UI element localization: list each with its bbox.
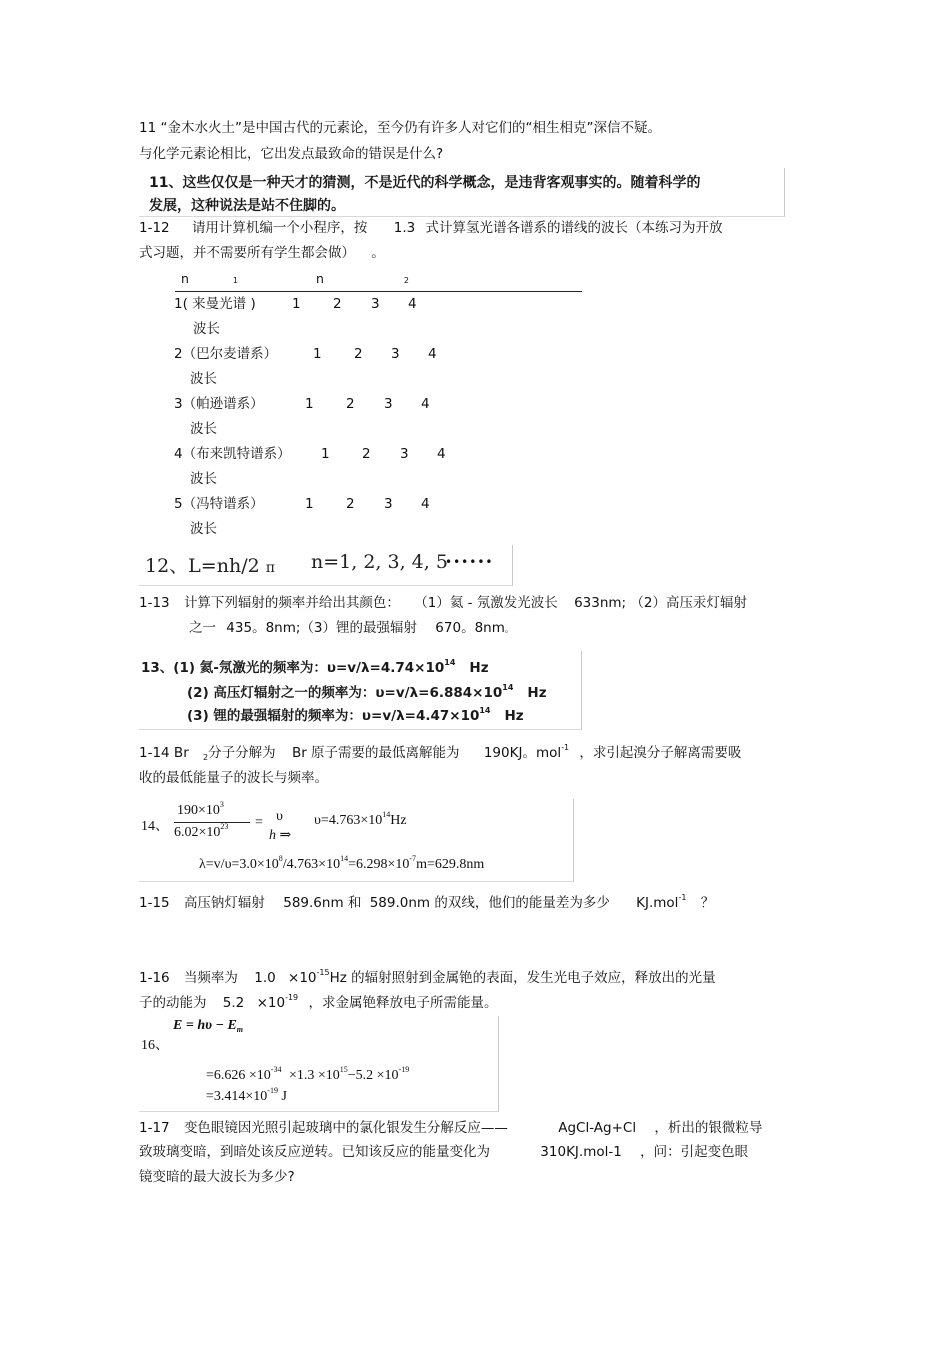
q14-frac-den [174,822,229,841]
q13-text-d: （2）高压汞灯辐射 [630,595,747,611]
q14-text-a: 分子分解为 [208,745,276,761]
q12-row-1-wave: 波长 [193,321,220,337]
q13-number: 1-13 [139,595,170,611]
q13-text-a: 计算下列辐射的频率并给出其颜色： [183,595,400,611]
q11-answer-line1: 11、这些仅仅是一种天才的猜测，不是近代的科学概念，是违背客观事实的。随着科学的 [149,175,701,191]
q13-line1 [139,593,747,613]
q12-row-3-v1: 1 [305,396,314,412]
q12-answer-pi: π [265,560,275,576]
q12-row-5-v4: 4 [421,496,430,512]
q14-text-d: ，求引起溴分子解离需要吸 [579,745,742,761]
q13-ans2-unit: Hz [527,685,547,701]
q12-row-3-v3: 3 [384,396,393,412]
q12-row-5-label: 5（冯特谱系） [174,496,264,512]
q14-text-c: 190KJ。mol [483,745,562,761]
q16-ans-label: 16、 [141,1038,169,1053]
q14-answer-image [139,799,574,882]
q12-text-a: 请用计算机编一个小程序，按 [191,220,368,236]
q14-lambda-exp3: -7 [409,854,417,863]
q12-row-5-v1: 1 [305,496,314,512]
q12-row-3-wave: 波长 [190,421,217,437]
q14-lambda-c: =6.298×10 [348,857,410,872]
q13-ans2-text: (2) 高压灯辐射之一的频率为：υ=v/λ=6.884×10 [187,685,503,701]
q12-answer-n: n=1, 2, 3, 4, 5 [311,551,448,573]
q14-freq-exp: 14 [382,810,391,819]
q16-ans-l2c: −5.2 ×10 [347,1068,399,1083]
q12-row-3-label: 3（帕逊谱系） [174,396,264,412]
q13-ans1-exp: 14 [444,658,456,667]
q13-period: 。 [504,625,514,635]
q17-line1 [139,1118,762,1138]
q13-text-b: （1）氦 - 氖激发光波长 [414,595,558,611]
q12-line2 [139,243,385,263]
q13-answer-2 [187,681,547,701]
q16-val: 1.0 [254,970,276,986]
q12-row-2-wave: 波长 [190,371,217,387]
q12-row-5-v2: 2 [346,496,355,512]
q12-row-5-v3: 3 [384,496,393,512]
q12-line1 [139,218,723,238]
q16-exp2: -19 [285,993,299,1002]
q17-text-b: ，析出的银微粒导 [654,1120,763,1136]
header-n1: n [181,271,189,286]
q14-lambda-d: m=629.8nm [416,857,485,872]
q12-row-4-wave: 波长 [190,471,217,487]
q16-formula-text: E = hυ − E [173,1018,237,1033]
q13-text-c: 633nm; [574,595,627,611]
q13-answer-image [139,651,582,730]
q15-number: 1-15 [139,895,170,911]
q12-row-4-label: 4（布来凯特谱系） [174,446,291,462]
q12-text-c: 式习题，并不需要所有学生都会做） [139,245,355,261]
q16-times2: ×10 [256,995,286,1011]
q12-row-4-v4: 4 [437,446,446,462]
q12-row-1-label: 1( 来曼光谱 ) [174,296,256,312]
q12-row-1-v2: 2 [333,296,342,312]
q16-line1 [139,968,716,990]
q16-val2: 5.2 [222,995,245,1011]
q13-ans1-text: 13、(1) 氦-氖激光的频率为：υ=v/λ=4.74×10 [141,660,445,676]
q12-row-1-v1: 1 [292,296,301,312]
q17-line2 [139,1142,748,1162]
q14-frac-num [177,800,224,819]
q13-ans2-exp: 14 [502,683,514,692]
q11-answer-image [139,168,785,217]
q14-eq: = [255,815,263,830]
q16-answer-image [139,1016,499,1112]
q14-frac-den-exp: 23 [220,822,229,831]
q16-ans-l2exp3: -19 [398,1065,410,1074]
q17-text-a: 变色眼镜因光照引起玻璃中的氯化银发生分解反应—— [183,1120,508,1136]
q17-energy: 310KJ.mol-1 [540,1144,622,1160]
q15-text-a: 高压钠灯辐射 [183,895,265,911]
q12-row-3-v2: 2 [346,396,355,412]
q13-ans1-unit: Hz [469,660,489,676]
q14-frac-num-exp: 3 [219,800,224,809]
q12-row-5-wave: 波长 [190,521,217,537]
q15-qmark: ？ [700,895,715,911]
q16-ans-l3exp: -19 [267,1086,278,1095]
q14-lambda [199,854,485,873]
q13-answer-3 [187,704,524,724]
q14-sub: 2 [203,753,209,762]
q14-upsilon: υ [276,809,283,824]
q12-formula-ref: 1.3 [393,220,416,236]
q16-ans-l2exp1: -34 [270,1065,282,1074]
q12-answer-formula [145,551,275,578]
q14-freq-unit: Hz [390,813,407,828]
q15-text-b: 589.6nm 和 [283,895,362,911]
q16-formula [173,1018,243,1034]
q17-reaction: AgCl-Ag+Cl [558,1120,637,1136]
q14-ans-label: 14、 [141,819,169,834]
q16-ans-l2exp2: 15 [339,1065,348,1074]
q12-number: 1-12 [139,220,170,236]
q12-row-2-v1: 1 [313,346,322,362]
q13-text-g: 670。8nm [435,620,505,636]
q16-ans-l3b: J [281,1089,287,1104]
q14-line2: 收的最低能量子的波长与频率。 [139,770,328,786]
q12-row-2-label: 2（巴尔麦谱系） [174,346,278,362]
q12-row-4-v1: 1 [321,446,330,462]
q16-ans-l3a: =3.414×10 [206,1089,268,1104]
header-n1-sub: 1 [232,276,239,285]
q13-answer-1 [141,656,489,676]
q13-text-f: 435。8nm;（3）锂的最强辐射 [226,620,417,636]
q12-row-1-v4: 4 [408,296,417,312]
q12-row-2-v4: 4 [428,346,437,362]
q16-ans-l2a: =6.626 ×10 [206,1068,271,1083]
q17-number: 1-17 [139,1120,170,1136]
q16-exp: -15 [316,968,330,977]
q14-freq [314,810,407,829]
q15-line [139,893,714,915]
q14-lambda-exp2: 14 [340,854,349,863]
q14-line1 [139,743,741,765]
q15-text-d: KJ.mol [636,895,679,911]
q12-table-header-2 [316,271,409,286]
q16-line2 [139,993,497,1015]
q17-text-c: 致玻璃变暗，到暗处该反应逆转。已知该反应的能量变化为 [139,1144,490,1160]
q12-row-1-v3: 3 [371,296,380,312]
q16-text-b: Hz 的辐射照射到金属铯的表面，发生光电子效应，释放出的光量 [329,970,716,986]
q16-number: 1-16 [139,970,170,986]
q11-line1: 11 “金木水火土”是中国古代的元素论，至今仍有许多人对它们的“相生相克”深信不疑。 [139,120,661,136]
q12-period: 。 [371,245,385,261]
q12-answer-text: 12、L=nh/2 [145,555,260,577]
q15-text-c: 589.0nm 的双线，他们的能量差为多少 [369,895,610,911]
q12-table-rule [175,291,582,292]
q13-line2 [189,618,514,640]
q13-ans3-unit: Hz [504,708,524,724]
q14-frac-bar [174,822,250,823]
q14-exp: -1 [561,743,570,752]
q14-frac-den-text: 6.02×10 [174,825,221,840]
header-n2: n [316,271,324,286]
header-n2-sub: 2 [403,276,410,285]
q12-answer-image [139,545,513,586]
q13-text-e: 之一 [189,620,216,636]
q14-lambda-a: λ=v/υ=3.0×10 [199,857,279,872]
q13-ans3-text: (3) 锂的最强辐射的频率为：υ=v/λ=4.47×10 [187,708,480,724]
q12-table-header [181,271,238,286]
q16-ans-l2b: ×1.3 ×10 [288,1068,340,1083]
q14-number: 1-14 Br [139,745,189,761]
q16-ans-line2 [206,1065,410,1084]
q12-row-2-v2: 2 [354,346,363,362]
q12-row-4-v3: 3 [400,446,409,462]
q16-times: ×10 [288,970,317,986]
q14-lambda-b: /4.763×10 [282,857,341,872]
q14-lambda-exp1: 8 [278,854,283,863]
q16-text-c: 子的动能为 [139,995,207,1011]
q12-row-4-v2: 2 [362,446,371,462]
q14-text-b: Br 原子需要的最低离解能为 [291,745,460,761]
q16-text-a: 当频率为 [183,970,238,986]
q16-formula-sub: m [236,1025,244,1034]
q12-row-2-v3: 3 [391,346,400,362]
q12-row-3-v4: 4 [421,396,430,412]
q12-text-b: 式计算氢光谱各谱系的谱线的波长（本练习为开放 [425,220,723,236]
q11-line2: 与化学元素论相比，它出发点最致命的错误是什么? [139,146,444,162]
q13-ans3-exp: 14 [479,706,491,715]
q12-answer-dots: •••••• [445,555,494,569]
q14-freq-text: υ=4.763×10 [314,813,383,828]
q11-answer-line2: 发展，这种说法是站不住脚的。 [149,198,345,214]
q15-exp: -1 [678,893,687,902]
q17-line3: 镜变暗的最大波长为多少? [139,1169,295,1185]
q16-ans-line3 [206,1086,287,1105]
q17-text-d: ，问：引起变色眼 [640,1144,749,1160]
q16-text-d: ，求金属铯释放电子所需能量。 [308,995,498,1011]
q14-h-arrow: h ⇒ [269,828,292,843]
q14-frac-num-text: 190×10 [177,803,220,818]
